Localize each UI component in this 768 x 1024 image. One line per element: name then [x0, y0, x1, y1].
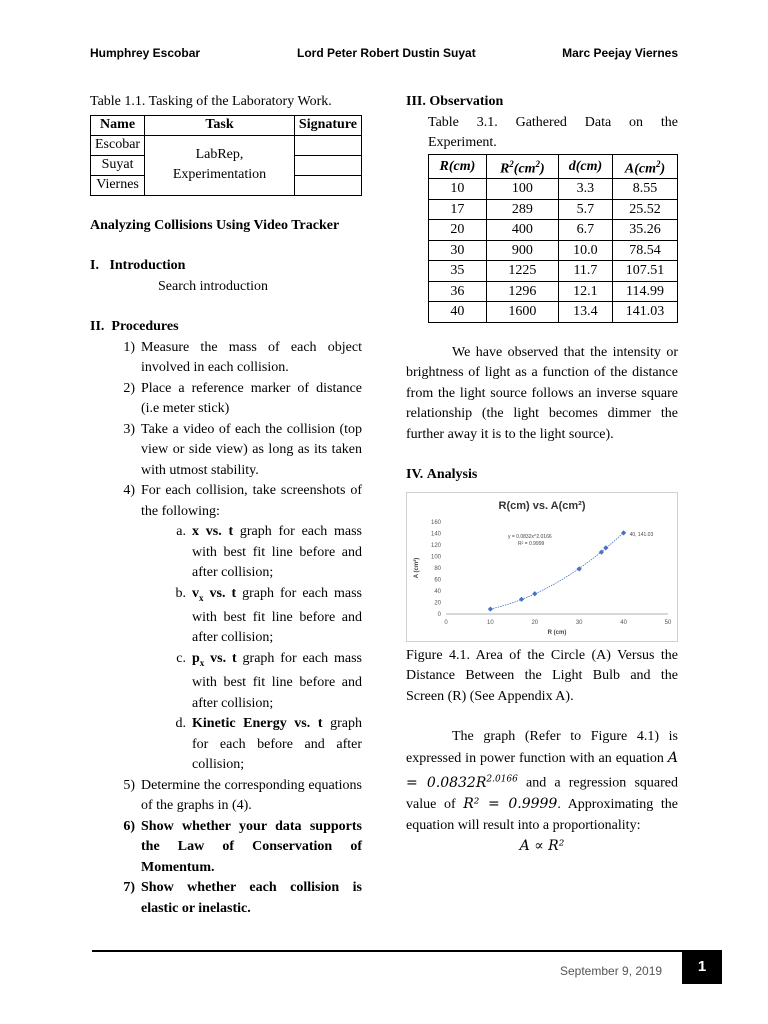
x-axis-label: R (cm) [547, 629, 567, 636]
r-squared: R² = 0.9999 [463, 796, 558, 813]
obs-header: $A(cm^2)$ [613, 154, 678, 179]
paper-title: Analyzing Collisions Using Video Tracker [90, 217, 340, 233]
procedure-item: 5) Determine the corresponding equations of the graphs in (4). [123, 777, 362, 814]
obs-row [429, 261, 678, 282]
proportionality: A ∝ R² [519, 838, 565, 855]
task-header-task: Task [145, 115, 295, 135]
point-label: 40, 141.03 [629, 531, 654, 538]
obs-cell: 35 [429, 261, 487, 282]
obs-cell: 114.99 [613, 281, 678, 302]
signature-cell [294, 175, 361, 195]
obs-cell: 20 [429, 220, 487, 241]
obs-row [429, 281, 678, 302]
observation-paragraph: We have observed that the intensity or brightness of light as a function of the distance from the light source follows an inverse square relationship (the light becomes dimmer the further away it is to the light source). [406, 344, 678, 442]
task-cell: LabRep, Experimentation [145, 135, 295, 195]
y-tick-label: 60 [434, 577, 441, 584]
x-tick-label: 10 [487, 619, 494, 626]
page-number: 1 [682, 950, 722, 984]
obs-row [429, 302, 678, 323]
obs-row [429, 240, 678, 261]
obs-cell: 900 [486, 240, 558, 261]
obs-cell: 25.52 [613, 199, 678, 220]
obs-cell: 12.1 [558, 281, 612, 302]
obs-cell: 5.7 [558, 199, 612, 220]
equation-label: y = 0.0832x^2.0166 [508, 533, 552, 540]
obs-cell: 35.26 [613, 220, 678, 241]
obs-cell: 36 [429, 281, 487, 302]
obs-cell: 1225 [486, 261, 558, 282]
task-name-cell: Suyat [91, 155, 145, 175]
r2-label: R² = 0.9999 [518, 540, 545, 547]
x-tick-label: 20 [531, 619, 539, 626]
sub-item: b. $v_x$ vs. t graph for each mass with best fit line before and after collision; [175, 585, 362, 646]
obs-row [429, 220, 678, 241]
procedure-item: 3) Take a video of each the collision (top view or side view) as long as its taken with utmost stability. [123, 421, 362, 478]
procedures-heading: II. Procedures [90, 319, 179, 334]
x-tick-label: 30 [575, 619, 583, 626]
task-name-cell: Escobar [91, 135, 145, 155]
sub-item: c. $p_x$ vs. t graph for each mass with best fit line before and after collision; [176, 650, 362, 711]
signature-cell [294, 155, 361, 175]
right-column [406, 92, 678, 857]
sub-item: d. Kinetic Energy vs. t graph for each before and after collision; [175, 716, 362, 773]
y-tick-label: 140 [430, 531, 441, 538]
procedure-list [90, 338, 362, 920]
task-header-signature: Signature [294, 115, 361, 135]
y-tick-label: 80 [434, 565, 441, 572]
author-header [90, 46, 678, 64]
y-tick-label: 40 [434, 588, 441, 595]
sub-procedure-list [141, 522, 362, 776]
obs-cell: 8.55 [613, 179, 678, 200]
intro-text: Search introduction [158, 278, 269, 294]
intro-heading: I. Introduction [90, 258, 186, 273]
y-tick-label: 120 [430, 542, 441, 549]
obs-cell: 78.54 [613, 240, 678, 261]
procedure-item: 7) Show whether each collision is elastic or inelastic. [123, 880, 362, 916]
obs-cell: 400 [486, 220, 558, 241]
obs-cell: 107.51 [613, 261, 678, 282]
left-column [90, 92, 362, 919]
obs-cell: 3.3 [558, 179, 612, 200]
obs-header: R(cm) [429, 154, 487, 179]
author-2: Lord Peter Robert Dustin Suyat [297, 46, 476, 60]
figure-caption: Figure 4.1. Area of the Circle (A) Versus the Distance Between the Light Bulb and the Screen (R) (See Appendix A). [406, 647, 678, 704]
author-1: Humphrey Escobar [90, 46, 201, 60]
analysis-heading: IV. Analysis [406, 467, 478, 483]
x-tick-label: 40 [620, 619, 627, 626]
footer-rule [92, 950, 682, 952]
obs-cell: 13.4 [558, 302, 612, 323]
equation: $A = 0.0832R^{2.0166}$ [406, 749, 679, 791]
task-table-caption: Table 1.1. Tasking of the Laboratory Work. [90, 94, 332, 109]
obs-cell: 141.03 [613, 302, 678, 323]
procedure-item: 6) Show whether your data supports the Law of Conservation of Momentum. [123, 818, 362, 875]
task-name-cell: Viernes [91, 175, 145, 195]
x-tick-label: 50 [664, 619, 672, 626]
signature-cell [294, 135, 361, 155]
obs-cell: 1296 [486, 281, 558, 302]
y-tick-label: 100 [430, 554, 441, 561]
obs-cell: 10 [429, 179, 487, 200]
obs-row [429, 199, 678, 220]
chart [406, 492, 678, 642]
observation-table-body [429, 179, 678, 323]
obs-row [429, 179, 678, 200]
obs-cell: 11.7 [558, 261, 612, 282]
obs-header: $R^2(cm^2)$ [486, 154, 558, 179]
observation-heading: III. Observation [406, 94, 504, 109]
obs-cell: 40 [429, 302, 487, 323]
procedure-item: 4) For each collision, take screenshots of the following: a. x vs. t graph for each mass with best fit line before and after collision; b. $v_x$ vs. t graph for each mass with best fit line before and after collision; c. $p_x$ vs. t graph for each mass with best fit line before and after collision; d. Kinetic Energy vs. t graph for each before and after collision; [90, 481, 362, 776]
observation-table-caption: Table 3.1. Gathered Data on the Experiment. [428, 114, 678, 150]
obs-cell: 17 [429, 199, 487, 220]
author-3: Marc Peejay Viernes [562, 46, 678, 60]
x-tick-label: 0 [444, 619, 448, 626]
task-header-name: Name [91, 115, 145, 135]
obs-header: d(cm) [558, 154, 612, 179]
analysis-paragraph: The graph (Refer to Figure 4.1) is expressed in power function with an equation $A = 0.0832R^{2.0166}$ and a regression squared value of R² = 0.9999. Approximating the equation will result into a proportionality: [406, 729, 679, 833]
observation-table [428, 154, 678, 323]
y-tick-label: 160 [430, 519, 441, 526]
obs-cell: 6.7 [558, 220, 612, 241]
obs-cell: 30 [429, 240, 487, 261]
procedure-item: 1) Measure the mass of each object involved in each collision. [123, 339, 362, 375]
task-table [90, 115, 362, 196]
chart-title: R(cm) vs. A(cm²) [498, 499, 586, 512]
procedure-item: 2) Place a reference marker of distance (i.e meter stick) [123, 380, 362, 416]
obs-cell: 100 [486, 179, 558, 200]
obs-cell: 289 [486, 199, 558, 220]
footer-date: September 9, 2019 [560, 964, 663, 978]
y-tick-label: 20 [434, 600, 441, 607]
obs-cell: 10.0 [558, 240, 612, 261]
sub-item: a. x vs. t graph for each mass with best fit line before and after collision; [176, 524, 362, 580]
y-tick-label: 0 [437, 611, 441, 618]
y-axis-label: A (cm²) [414, 557, 420, 578]
obs-cell: 1600 [486, 302, 558, 323]
figure-4-1 [406, 492, 678, 642]
